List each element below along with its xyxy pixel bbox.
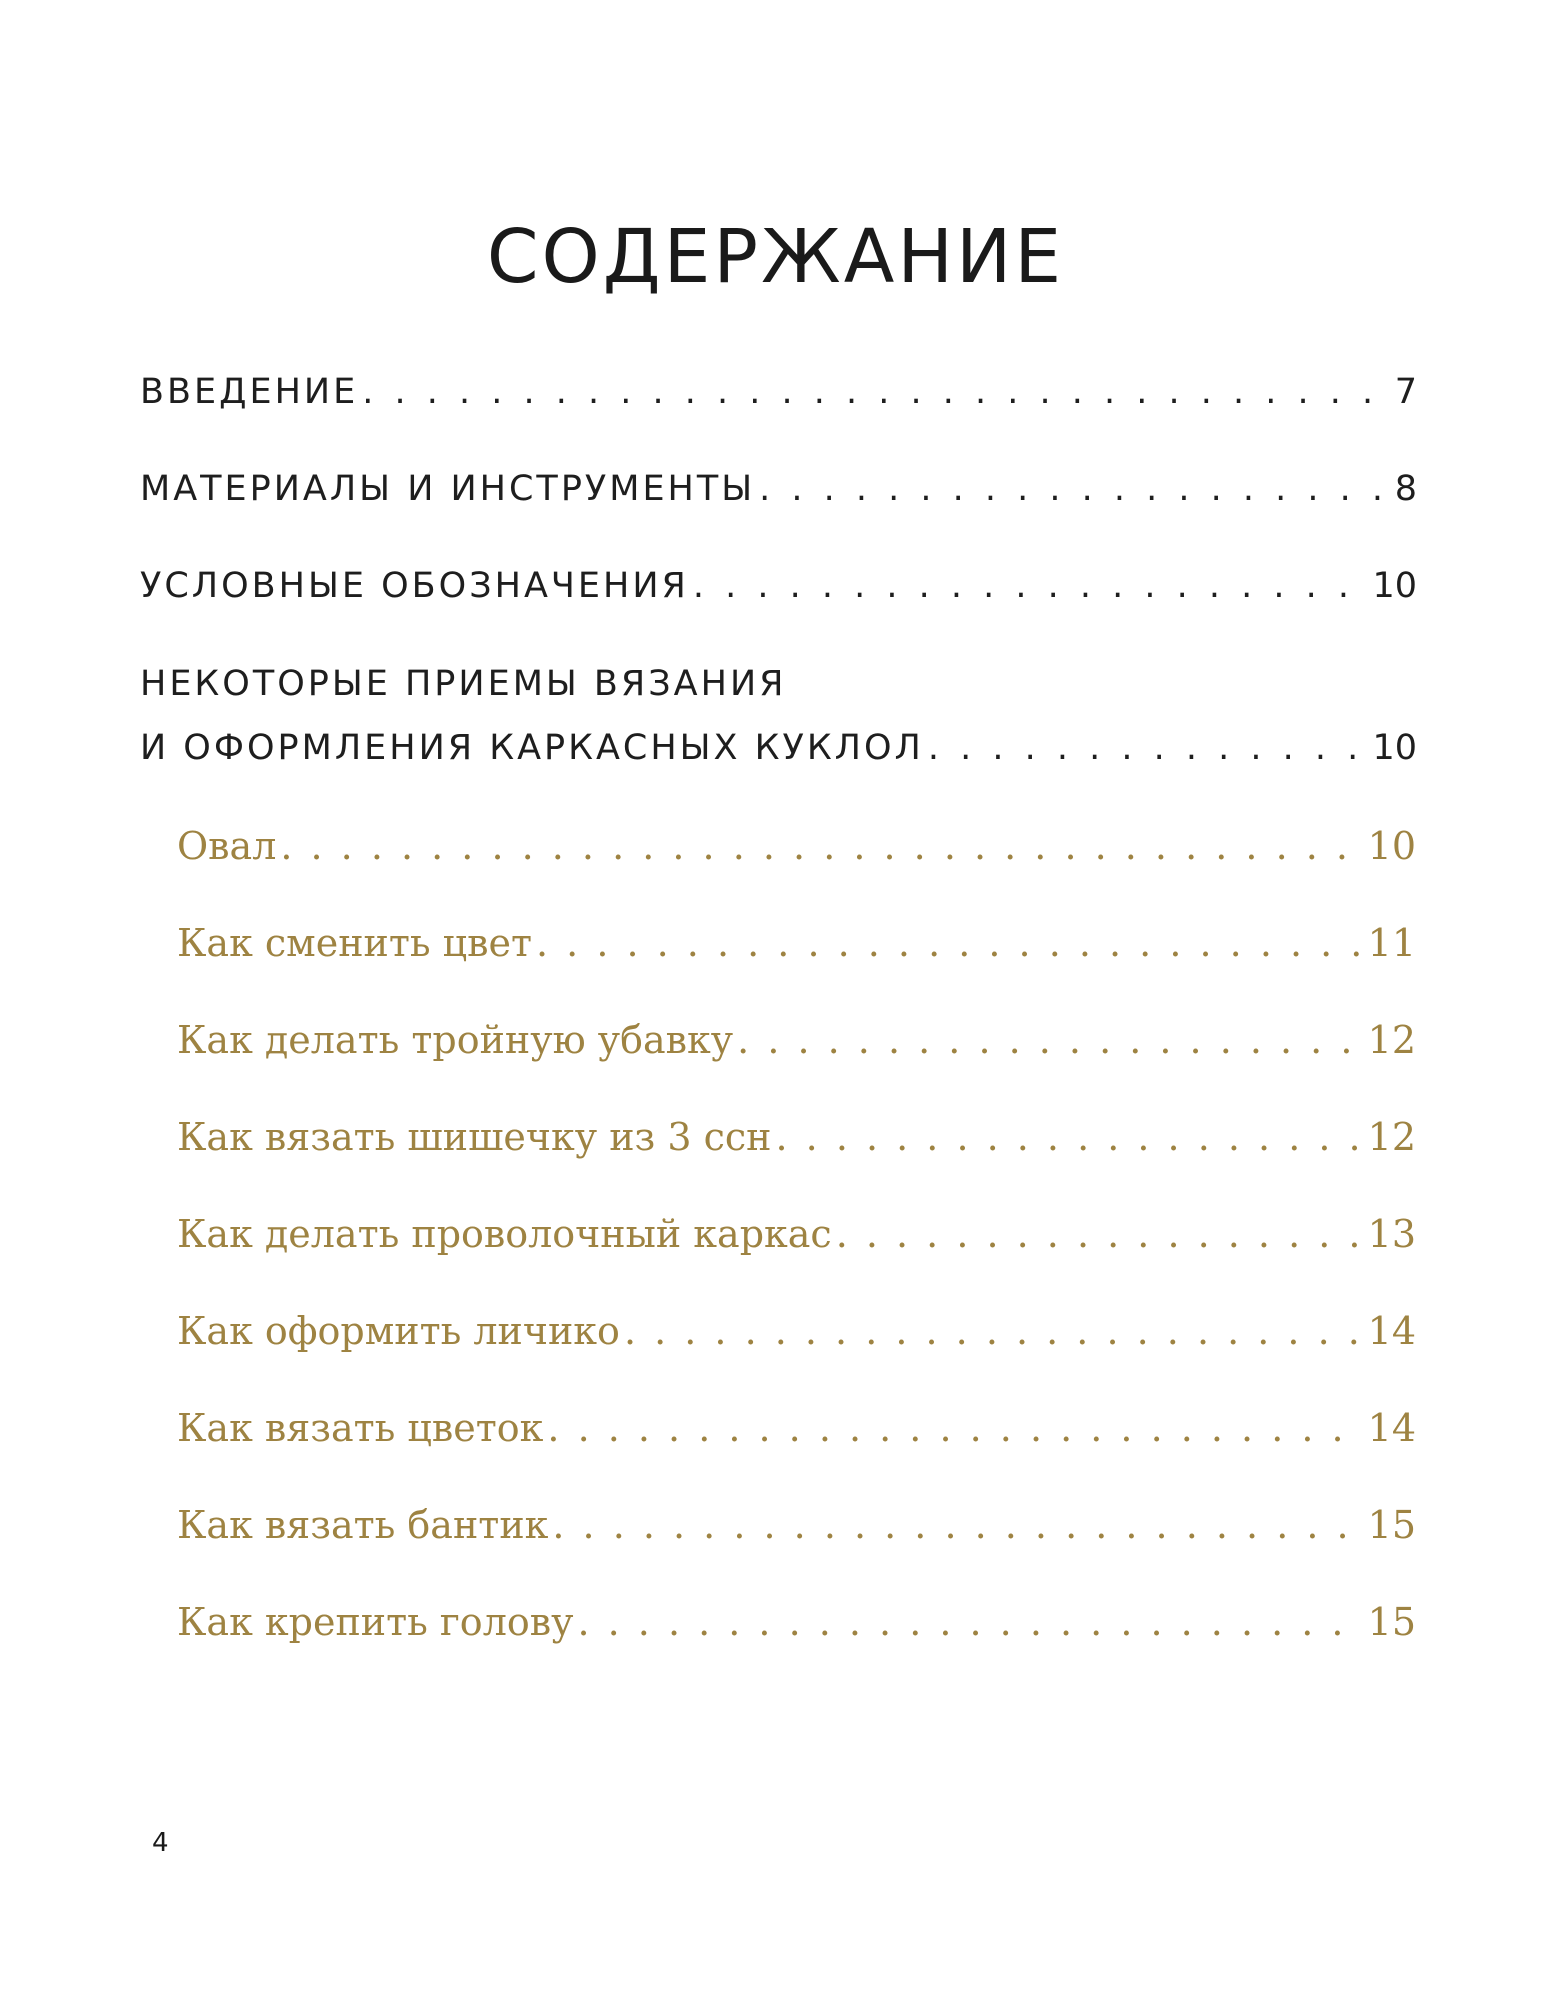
toc-subentry-label: Как вязать шишечку из 3 ссн (177, 1115, 772, 1159)
dot-leader (624, 1309, 1364, 1353)
toc-subentry[interactable] (177, 1115, 1416, 1159)
toc-subentry-label: Как вязать бантик (177, 1503, 549, 1547)
toc-subentry-page: 15 (1367, 1600, 1416, 1644)
toc-entry-label: ВВЕДЕНИЕ (140, 372, 359, 412)
toc-entry-page: 10 (1372, 728, 1417, 768)
toc-subentry-label: Как оформить личико (177, 1309, 620, 1353)
toc-subentry-page: 12 (1367, 1018, 1416, 1062)
toc-subentry-page: 11 (1367, 921, 1416, 965)
toc-entry-techniques[interactable] (140, 728, 1417, 768)
toc-subentry-page: 10 (1367, 824, 1416, 868)
dot-leader (776, 1115, 1364, 1159)
toc-entry-page: 10 (1372, 566, 1417, 606)
toc-subentry-page: 13 (1367, 1212, 1416, 1256)
page-number: 4 (152, 1828, 169, 1858)
dot-leader (552, 1503, 1363, 1547)
dot-leader (280, 824, 1363, 868)
toc-entry-symbols[interactable] (140, 566, 1417, 606)
toc-subentry[interactable] (177, 1309, 1416, 1353)
dot-leader (536, 921, 1364, 965)
toc-subentry[interactable] (177, 1406, 1416, 1450)
toc-entry-page: 7 (1394, 372, 1417, 412)
toc-entry-introduction[interactable] (140, 372, 1417, 412)
toc-subentry-page: 15 (1367, 1503, 1416, 1547)
toc-subentry[interactable] (177, 824, 1416, 868)
toc-subentry-label: Как делать проволочный каркас (177, 1212, 832, 1256)
toc-subentry-page: 14 (1367, 1309, 1416, 1353)
toc-subentry[interactable] (177, 1600, 1416, 1644)
dot-leader (759, 469, 1391, 509)
toc-subentry-label: Как вязать цветок (177, 1406, 544, 1450)
dot-leader (836, 1212, 1364, 1256)
toc-entry-materials[interactable] (140, 469, 1417, 509)
toc-subentry-page: 12 (1367, 1115, 1416, 1159)
dot-leader (737, 1018, 1363, 1062)
toc-subentry-label: Как крепить голову (177, 1600, 574, 1644)
toc-entry-label: И ОФОРМЛЕНИЯ КАРКАСНЫХ КУКЛОЛ (140, 728, 924, 768)
page-title: СОДЕРЖАНИЕ (486, 213, 1065, 300)
toc-subentry[interactable] (177, 1503, 1416, 1547)
dot-leader (928, 728, 1369, 768)
dot-leader (547, 1406, 1363, 1450)
toc-entry-label: УСЛОВНЫЕ ОБОЗНАЧЕНИЯ (140, 566, 689, 606)
toc-subentry-label: Как сменить цвет (177, 921, 533, 965)
dot-leader (577, 1600, 1363, 1644)
toc-subentry[interactable] (177, 1212, 1416, 1256)
toc-subentry[interactable] (177, 1018, 1416, 1062)
dot-leader (362, 372, 1391, 412)
toc-subentry-label: Овал (177, 824, 277, 868)
toc-entry-techniques-line1[interactable]: НЕКОТОРЫЕ ПРИЕМЫ ВЯЗАНИЯ (140, 664, 787, 704)
toc-subentry[interactable] (177, 921, 1416, 965)
toc-entry-page: 8 (1394, 469, 1417, 509)
toc-entry-label: МАТЕРИАЛЫ И ИНСТРУМЕНТЫ (140, 469, 756, 509)
dot-leader (693, 566, 1369, 606)
toc-subentry-page: 14 (1367, 1406, 1416, 1450)
toc-subentry-label: Как делать тройную убавку (177, 1018, 734, 1062)
